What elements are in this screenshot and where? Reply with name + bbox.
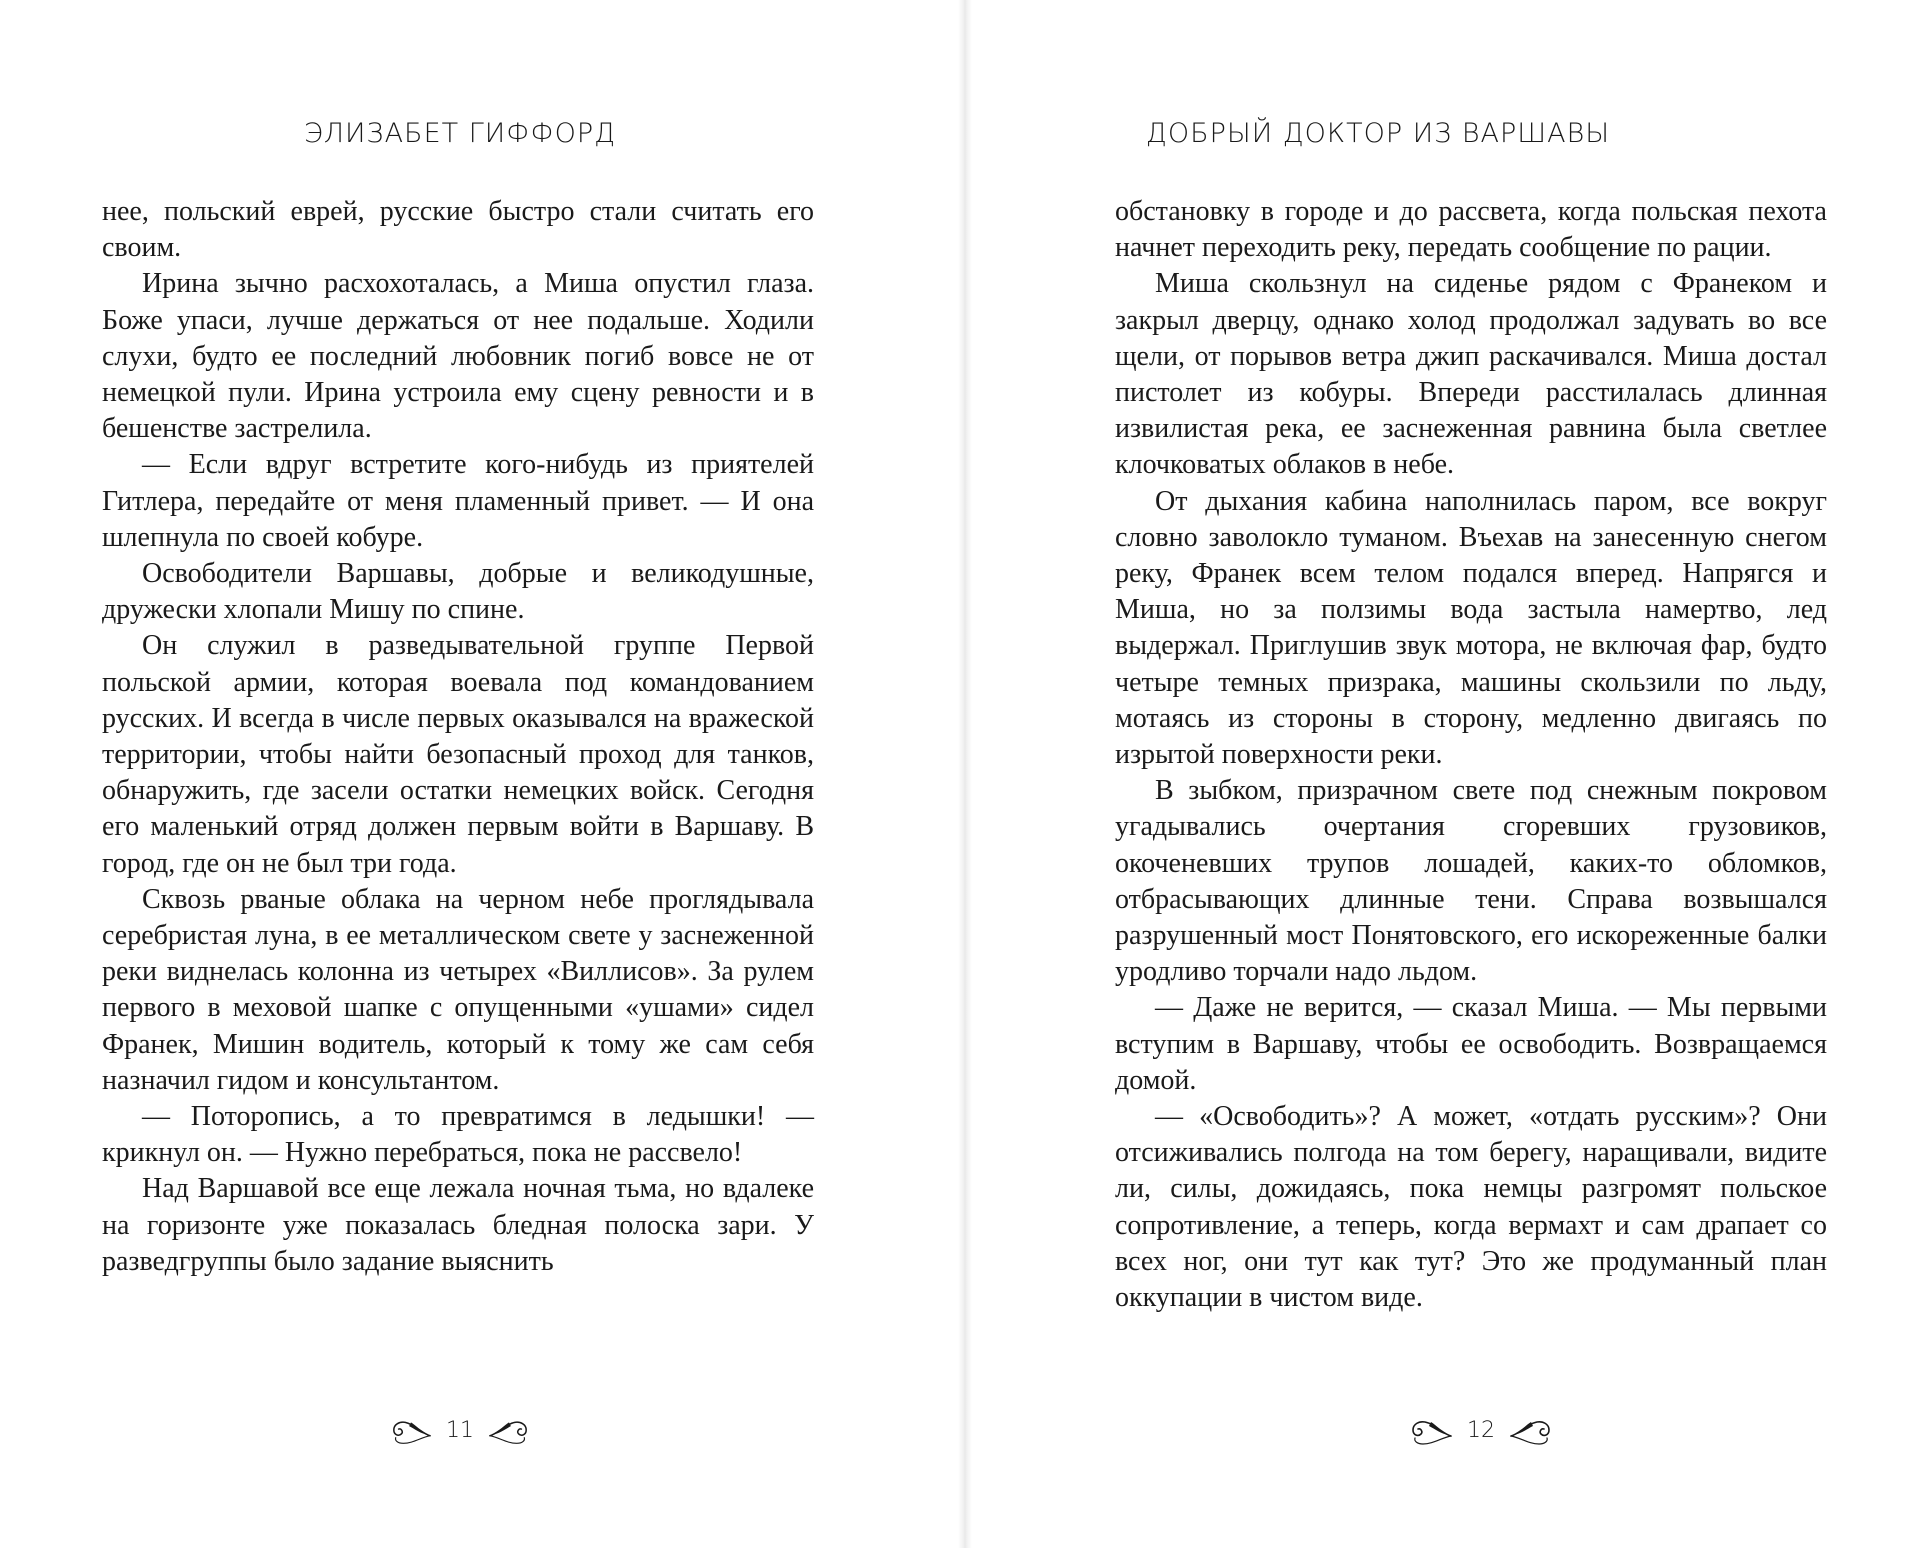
running-head-title: ДОБРЫЙ ДОКТОР ИЗ ВАРШАВЫ (1145, 118, 1611, 149)
paragraph: — Поторопись, а то превратимся в ледышки! — крикнул он. — Нужно перебраться, пока не рассвело! (102, 1101, 814, 1169)
page-folio (1406, 1400, 1556, 1460)
book-gutter (958, 0, 972, 1548)
running-head-author: ЭЛИЗАБЕТ ГИФФОРД (303, 118, 617, 149)
paragraph: От дыхания кабина наполнилась паром, все вокруг словно заволокло туманом. Въехав на занесенную снегом реку, Франек всем телом подался вперед. Напрягся и Миша, но за ползимы вода застыла намертво, лед выдержал. Приглушив звук мотора, не включая фар, будто четыре темных призрака, машины скользили по льду, мотаясь из стороны в сторону, медленно двигаясь по изрытой поверхности реки. (1115, 485, 1827, 771)
paragraph: — Если вдруг встретите кого-нибудь из приятелей Гитлера, передайте от меня пламенный привет. — И она шлепнула по своей кобуре. (102, 449, 814, 553)
swash-flourish-left-icon (390, 1410, 432, 1450)
paragraph: Сквозь рваные облака на черном небе проглядывала серебристая луна, в ее металлическом свете у заснеженной реки виднелась колонна из четырех «Виллисов». За рулем первого в меховой шапке с опущенными «ушами» сидел Франек, Мишин водитель, который к тому же сам себя назначил гидом и консультантом. (102, 883, 814, 1096)
swash-flourish-right-icon (1509, 1410, 1553, 1450)
page-number: 11 (446, 1417, 474, 1443)
swash-flourish-left-icon (1409, 1410, 1453, 1450)
paragraph: Он служил в разведывательной группе Первой польской армии, которая воевала под командованием русских. И всегда в числе первых оказывался на вражеской территории, чтобы найти безопасный проход для танков, обнаружить, где засели остатки немецких войск. Сегодня его маленький отряд должен первым войти в Варшаву. В город, где он не был три года. (102, 630, 814, 879)
paragraph: обстановку в городе и до рассвета, когда польская пехота начнет переходить реку, передать сообщение по рации. (1115, 196, 1827, 264)
swash-flourish-right-icon (488, 1410, 530, 1450)
paragraph: нее, польский еврей, русские быстро стали считать его своим. (102, 196, 814, 264)
paragraph: В зыбком, призрачном свете под снежным покровом угадывались очертания сгоревших грузовиков, окоченевших трупов лошадей, каких-то обломков, отбрасывающих длинные тени. Справа возвышался разрушенный мост Понятовского, его искореженные балки уродливо торчали надо льдом. (1115, 775, 1827, 988)
right-page (974, 0, 1924, 1548)
right-page-body (1115, 194, 1827, 1316)
paragraph: — «Освободить»? А может, «отдать русским»? Они отсиживались полгода на том берегу, наращивали, видите ли, силы, дожидаясь, пока немцы разгромят польское сопротивление, а теперь, когда вермахт и сам драпает со всех ног, они тут как тут? Это же продуманный план оккупации в чистом виде. (1115, 1101, 1827, 1314)
page-folio (390, 1400, 530, 1460)
left-page-body (102, 194, 814, 1280)
paragraph: Над Варшавой все еще лежала ночная тьма, но вдалеке на горизонте уже показалась бледная полоска зари. У разведгруппы было задание выяснить (102, 1173, 814, 1277)
page-number: 12 (1467, 1417, 1495, 1443)
paragraph: Освободители Варшавы, добрые и великодушные, дружески хлопали Мишу по спине. (102, 558, 814, 626)
paragraph: Ирина зычно расхохоталась, а Миша опустил глаза. Боже упаси, лучше держаться от нее подальше. Ходили слухи, будто ее последний любовник погиб вовсе не от немецкой пули. Ирина устроила ему сцену ревности и в бешенстве застрелила. (102, 268, 814, 445)
paragraph: — Даже не верится, — сказал Миша. — Мы первыми вступим в Варшаву, чтобы ее освободить. Возвращаемся домой. (1115, 992, 1827, 1096)
left-page (0, 0, 950, 1548)
paragraph: Миша скользнул на сиденье рядом с Франеком и закрыл дверцу, однако холод продолжал задувать во все щели, от порывов ветра джип раскачивался. Миша достал пистолет из кобуры. Впереди расстилалась длинная извилистая река, ее заснеженная равнина была светлее клочковатых облаков в небе. (1115, 268, 1827, 481)
